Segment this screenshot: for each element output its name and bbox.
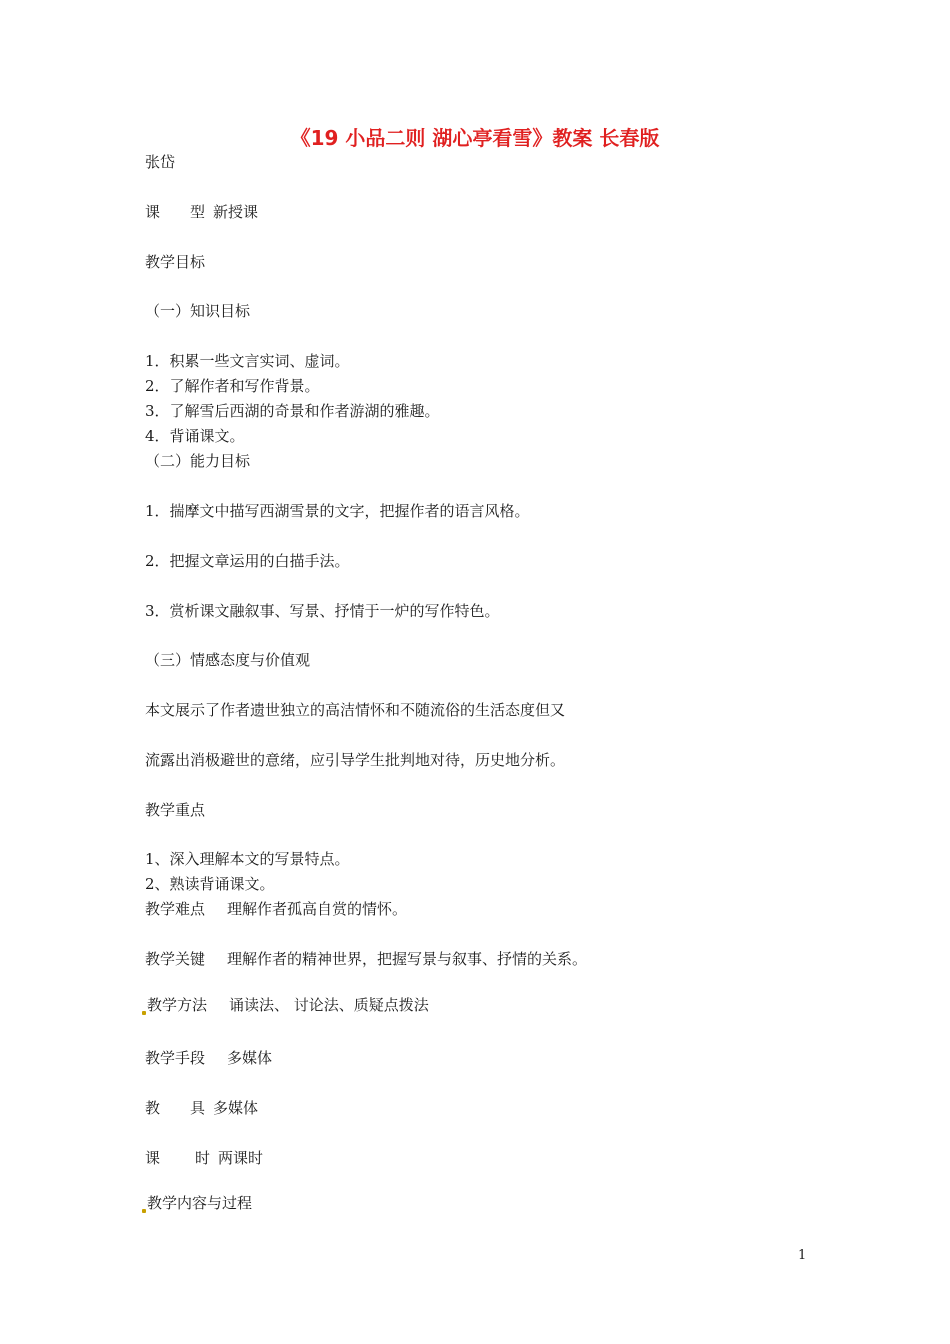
difficulty-label: 教学难点 (145, 900, 206, 918)
key-link-value: 理解作者的精神世界，把握写景与叙事、抒情的关系。 (227, 950, 588, 968)
ability-item: 2．把握文章运用的白描手法。 (145, 552, 350, 570)
key-points-heading: 教学重点 (145, 801, 206, 819)
key-link-row (145, 949, 587, 969)
tools-label-b: 具 (190, 1099, 206, 1117)
page-number: 1 (798, 1248, 807, 1263)
knowledge-item: 3．了解雪后西湖的奇景和作者游湖的雅趣。 (145, 402, 440, 420)
knowledge-item: 2．了解作者和写作背景。 (145, 377, 320, 395)
lesson-type-label-b: 型 (190, 203, 206, 221)
author-name: 张岱 (145, 153, 176, 171)
period-label-a: 课 (145, 1149, 161, 1167)
method-row (147, 995, 429, 1015)
key-link-label: 教学关键 (145, 950, 206, 968)
period-value: 两课时 (218, 1149, 264, 1167)
knowledge-item: 4．背诵课文。 (145, 427, 245, 445)
period-label-b: 时 (195, 1149, 211, 1167)
tools-value: 多媒体 (213, 1099, 259, 1117)
method-value: 诵读法、 讨论法、质疑点拨法 (229, 996, 429, 1014)
objectives-heading: 教学目标 (145, 253, 206, 271)
anchor-mark (142, 1209, 146, 1213)
emotion-line: 本文展示了作者遗世独立的高洁情怀和不随流俗的生活态度但又 (145, 701, 566, 719)
key-point-item: 1、深入理解本文的写景特点。 (145, 850, 350, 868)
method-label: 教学方法 (147, 996, 208, 1014)
knowledge-heading: （一）知识目标 (145, 302, 251, 320)
knowledge-item: 1．积累一些文言实词、虚词。 (145, 352, 350, 370)
difficulty-value: 理解作者孤高自赏的情怀。 (227, 900, 408, 918)
document-title: 《19 小品二则 湖心亭看雪》教案 长春版 (290, 126, 660, 150)
emotion-heading: （三）情感态度与价值观 (145, 651, 311, 669)
process-heading: 教学内容与过程 (147, 1194, 253, 1212)
difficulty-row (145, 899, 407, 919)
period-row (145, 1148, 263, 1168)
means-value: 多媒体 (227, 1049, 273, 1067)
emotion-line: 流露出消极避世的意绪，应引导学生批判地对待，历史地分析。 (145, 751, 566, 769)
anchor-mark (142, 1011, 146, 1015)
lesson-type-label-a: 课 (145, 203, 161, 221)
means-row (145, 1048, 272, 1068)
ability-heading: （二）能力目标 (145, 452, 251, 470)
lesson-type-row (145, 202, 258, 222)
ability-item: 1．揣摩文中描写西湖雪景的文字，把握作者的语言风格。 (145, 502, 530, 520)
tools-label-a: 教 (145, 1099, 161, 1117)
lesson-type-value: 新授课 (213, 203, 259, 221)
tools-row (145, 1098, 258, 1118)
key-point-item: 2、熟读背诵课文。 (145, 875, 275, 893)
ability-item: 3．赏析课文融叙事、写景、抒情于一炉的写作特色。 (145, 602, 500, 620)
means-label: 教学手段 (145, 1049, 206, 1067)
